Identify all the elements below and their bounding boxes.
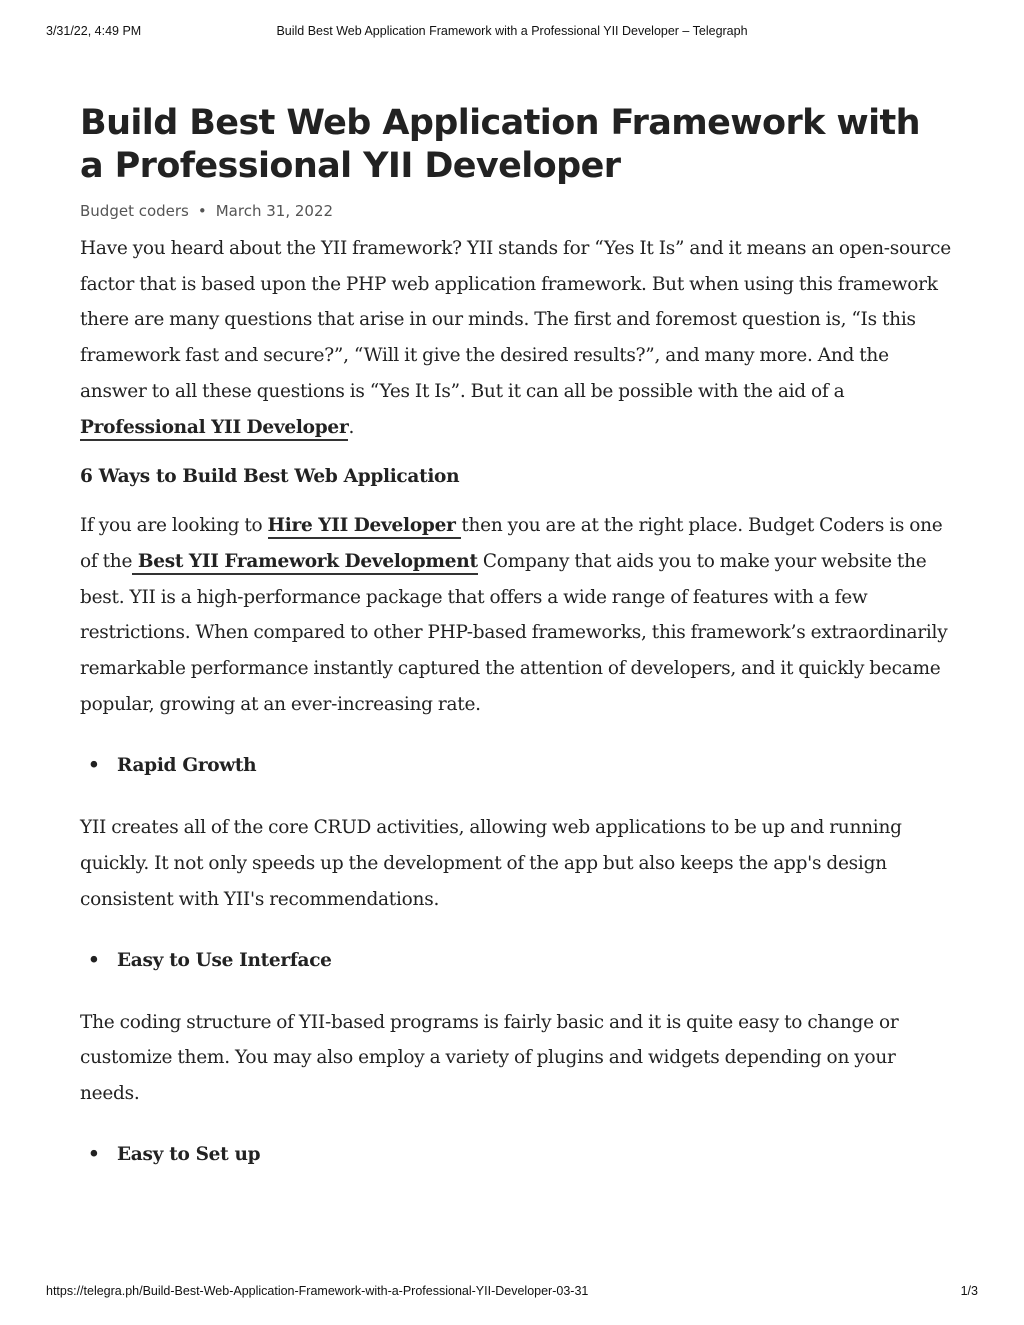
print-page-title: Build Best Web Application Framework with a Professional YII Developer – Telegraph <box>276 24 748 38</box>
byline <box>80 201 952 221</box>
author-name: Budget coders <box>80 202 189 220</box>
section-heading: 6 Ways to Build Best Web Application <box>80 466 460 488</box>
intro-end: . <box>348 416 355 438</box>
ways-text-3: Company that aids you to make your website the best. YII is a high-performance package that offers a wide range of features with a few restrictions. When compared to other PHP-based frameworks, this framework’s extraordinarily remarkable performance instantly captured the attention of developers, and it quickly became popular, growing at an ever-increasing rate. <box>80 550 948 715</box>
page-url: https://telegra.ph/Build-Best-Web-Application-Framework-with-a-Professional-YII-Developer-03-31 <box>46 1284 589 1298</box>
page-number: 1/3 <box>960 1284 978 1298</box>
byline-separator: • <box>197 202 207 220</box>
intro-text: Have you heard about the YII framework? YII stands for “Yes It Is” and it means an open-source factor that is based upon the PHP web application framework. But when using this framework there are many questions that arise in our minds. The first and foremost question is, “Is this framework fast and secure?”, “Will it give the desired results?”, and many more. And the answer to all these questions is “Yes It Is”. But it can all be possible with the aid of a <box>80 238 951 402</box>
bullet-list-interface <box>80 943 952 978</box>
bullet-list-rapid <box>80 748 952 783</box>
interface-paragraph: The coding structure of YII-based programs is fairly basic and it is quite easy to change or customize them. You may also employ a variety of plugins and widgets depending on your needs. <box>80 1011 899 1104</box>
list-item <box>80 1137 952 1172</box>
article <box>80 102 952 1172</box>
ways-text-2: then you are at the right place. Budget Coders is one of the <box>80 515 943 572</box>
hire-yii-developer-link[interactable]: Hire YII Developer <box>268 515 462 539</box>
article-title: Build Best Web Application Framework with a Professional YII Developer <box>80 103 920 186</box>
bullet-label: Rapid Growth <box>117 755 257 777</box>
list-item <box>80 943 952 978</box>
publish-date: March 31, 2022 <box>215 202 334 220</box>
bullet-label: Easy to Use Interface <box>117 949 332 971</box>
print-datetime: 3/31/22, 4:49 PM <box>46 24 142 38</box>
bullet-icon: • <box>88 949 100 971</box>
ways-paragraph <box>80 508 952 722</box>
rapid-growth-paragraph: YII creates all of the core CRUD activities, allowing web applications to be up and running quickly. It not only speeds up the development of the app but also keeps the app's design consistent with YII's recommendations. <box>80 817 902 910</box>
bullet-list-setup <box>80 1137 952 1172</box>
print-footer <box>46 1284 978 1302</box>
print-header <box>46 24 978 42</box>
bullet-label: Easy to Set up <box>117 1143 261 1165</box>
best-yii-framework-development-link[interactable]: Best YII Framework Development <box>132 551 478 575</box>
bullet-icon: • <box>88 755 100 777</box>
professional-yii-developer-link[interactable]: Professional YII Developer <box>80 417 348 441</box>
intro-paragraph <box>80 231 952 445</box>
ways-text-1: If you are looking to <box>80 515 268 537</box>
list-item <box>80 748 952 783</box>
bullet-icon: • <box>88 1143 100 1165</box>
